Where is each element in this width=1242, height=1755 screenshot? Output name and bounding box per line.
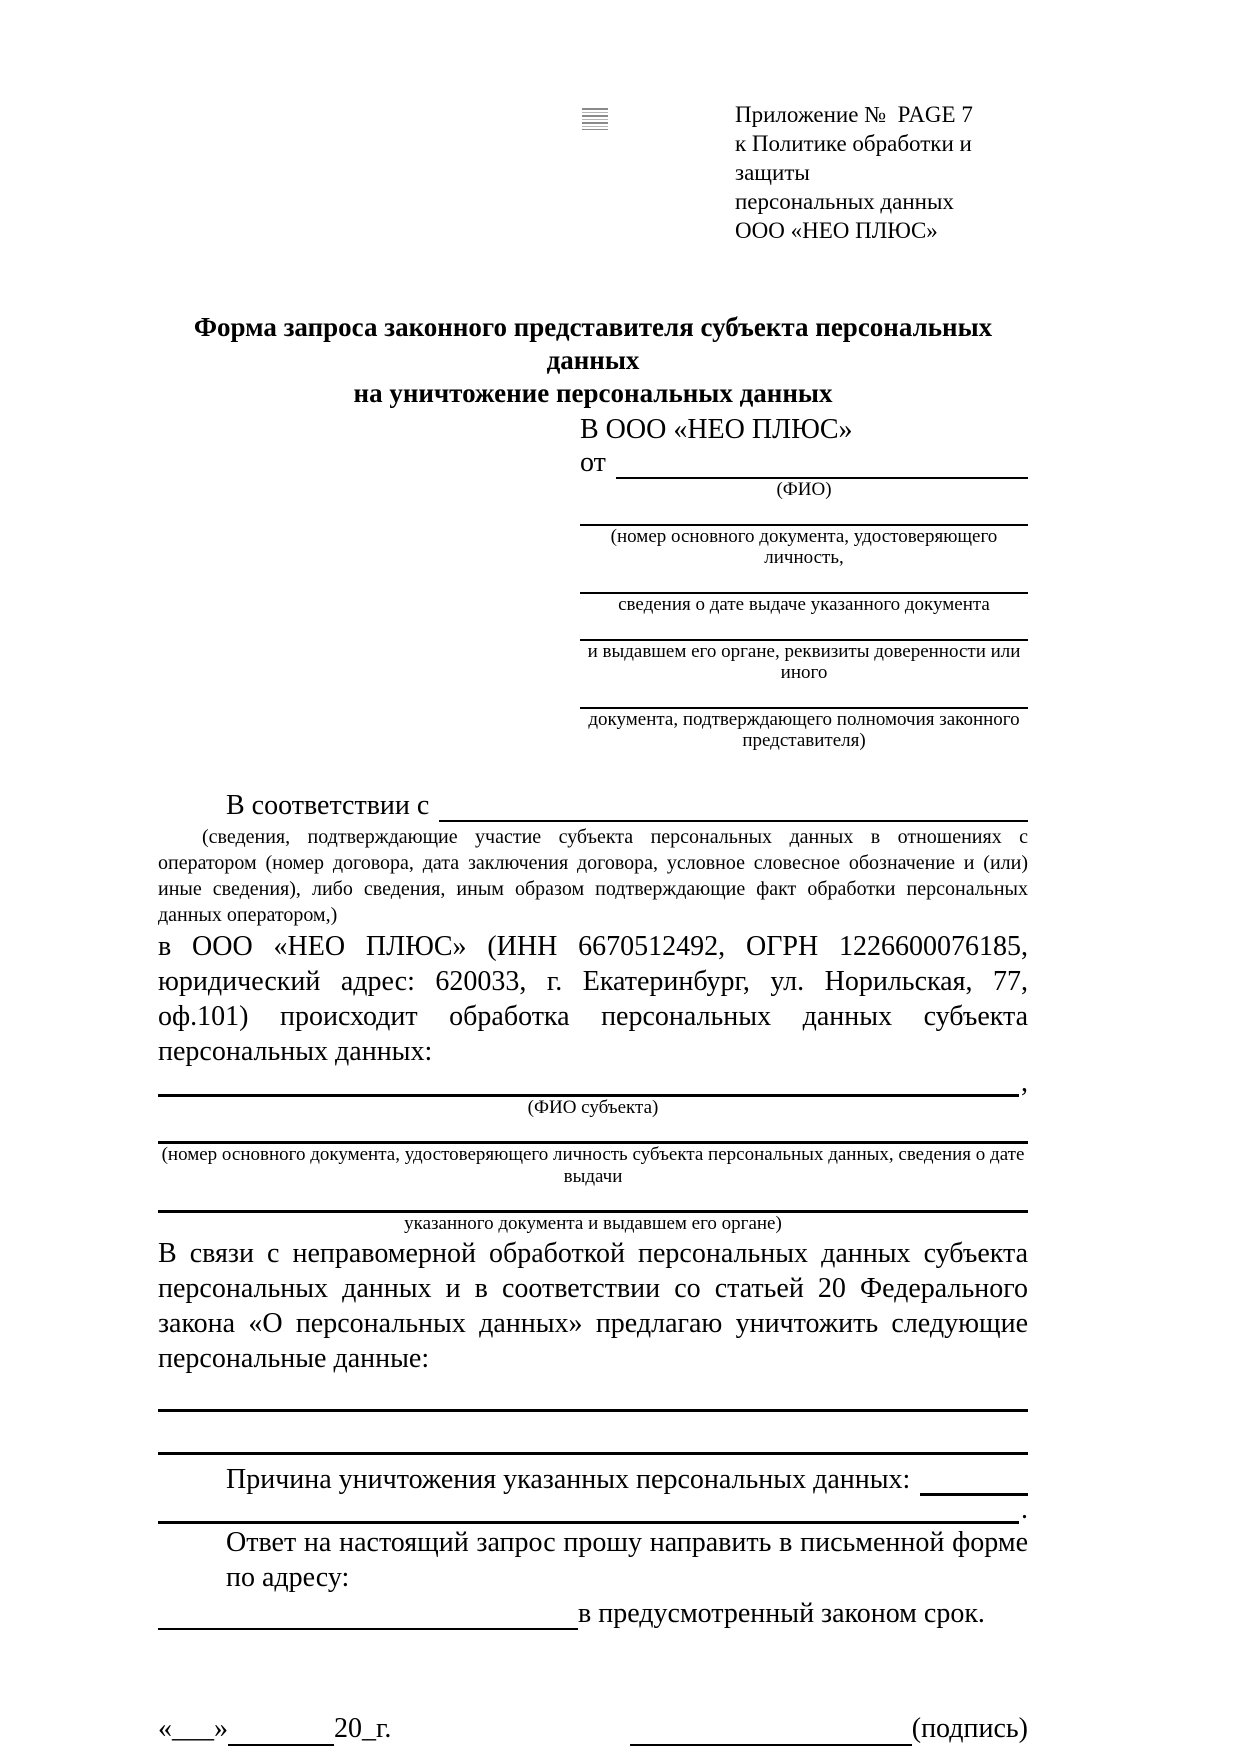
accordance-row [158,787,1028,822]
reason-field[interactable] [920,1461,1028,1496]
appendix-policy-line: к Политике обработки и защиты [735,131,978,185]
appendix-company-name: ООО «НЕО ПЛЮС» [735,218,938,243]
date-open-text: «___» [158,1713,228,1744]
signature-field[interactable] [630,1716,912,1746]
reply-address-row [158,1595,1028,1630]
date-field[interactable] [158,1712,391,1746]
document-issue-date-field[interactable] [580,569,1028,594]
reason-label: Причина уничтожения указанных персональных данных: [226,1464,911,1495]
operator-paragraph: в ООО «НЕО ПЛЮС» (ИНН 6670512492, ОГРН 1226600076185, юридический адрес: 620033, г. Екатеринбург, ул. Норильская, 77, оф.101) происходит обработка персональных данных субъекта персональных данных: [158,931,1028,1067]
from-row [580,446,1028,479]
authority-document-field[interactable] [580,684,1028,709]
signature-caption: (подпись) [911,1713,1028,1744]
subject-document-caption: (номер основного документа, удостоверяющего личность субъекта персональных данных, сведения о дате выдачи [161,1144,1025,1187]
signature-row [158,1712,1028,1746]
form-title [158,311,1028,410]
subject-name-row [158,1069,1028,1097]
reason-continuation-field[interactable] [158,1496,1019,1524]
representative-document-field[interactable] [580,501,1028,526]
subject-document-issue-field[interactable] [158,1188,1028,1213]
reason-continuation-row [158,1496,1028,1524]
fio-caption: (ФИО) [776,479,832,500]
accordance-label: В соответствии с [226,790,430,821]
issuing-authority-field[interactable] [580,616,1028,641]
reason-row [158,1461,1028,1496]
subject-line-suffix: , [1021,1067,1028,1098]
accordance-fineprint: (сведения, подтверждающие участие субъекта персональных данных в отношениях с оператором (номер договора, дата заключения договора, условное словесное обозначение и (или) иные сведения), либо сведения, иным образом подтверждающие факт обработки персональных данных оператором,) [158,826,1028,926]
subject-name-field[interactable] [158,1069,1019,1097]
accordance-field[interactable] [439,787,1028,822]
recipient-organization: В ООО «НЕО ПЛЮС» [580,414,853,445]
reason-line-suffix: . [1021,1494,1028,1525]
document-number-caption: (номер основного документа, удостоверяющего личность, [610,526,998,568]
document-body [158,787,1028,1630]
signature-area [630,1712,1028,1746]
reply-paragraph: Ответ на настоящий запрос прошу направить в письменной форме по адресу: [226,1527,1028,1593]
issuing-authority-caption: и выдавшем его органе, реквизиты доверенности или иного [587,641,1021,683]
issue-date-caption: сведения о дате выдаче указанного документа [618,594,990,615]
appendix-policy-line2: персональных данных [735,189,954,214]
appendix-number: Приложение № PAGE 7 [735,102,973,127]
date-line[interactable] [228,1716,334,1746]
form-title-line2: на уничтожение персональных данных [353,378,833,408]
appendix-header [735,100,1028,245]
subject-document-field[interactable] [158,1119,1028,1144]
unlawful-paragraph: В связи с неправомерной обработкой персональных данных субъекта персональных данных и в соответствии со статьей 20 Федерального закона «О персональных данных» предлагаю уничтожить следующие персональные данные: [158,1238,1028,1374]
reply-suffix: в предусмотренный законом срок. [578,1598,985,1629]
subject-fio-caption: (ФИО субъекта) [527,1097,659,1118]
data-to-destroy-field-1[interactable] [158,1382,1028,1412]
date-close-text: 20_г. [334,1713,392,1744]
form-title-line1: Форма запроса законного представителя субъекта персональных данных [193,312,993,375]
field-code-artifact-icon [582,108,608,130]
data-to-destroy-field-2[interactable] [158,1412,1028,1455]
from-label: от [580,447,606,478]
reply-address-field[interactable] [158,1595,578,1630]
recipient-block [580,413,1028,751]
authority-document-caption: документа, подтверждающего полномочия законного представителя) [588,709,1020,751]
representative-name-field[interactable] [616,446,1028,479]
subject-issue-caption: указанного документа и выдавшем его органе) [404,1213,782,1234]
document-header-row [158,100,1028,245]
